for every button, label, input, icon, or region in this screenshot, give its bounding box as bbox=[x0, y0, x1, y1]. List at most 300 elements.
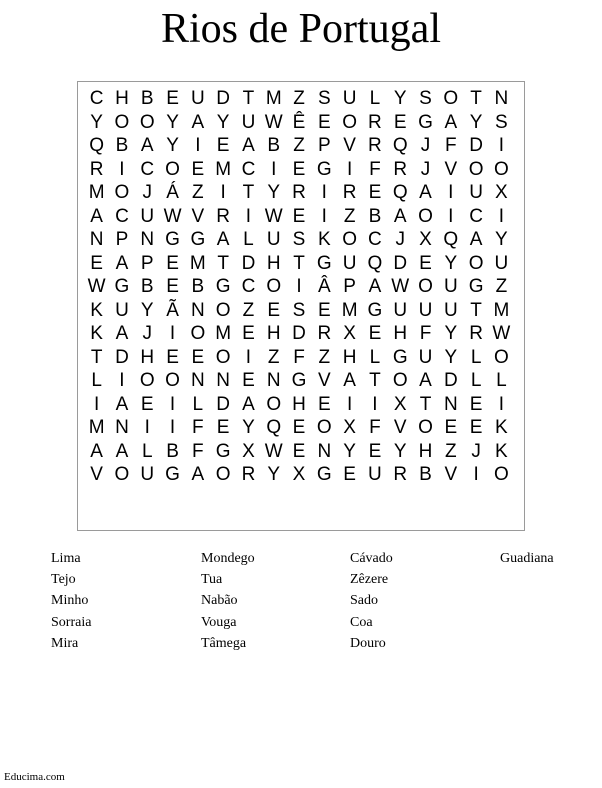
grid-letter: O bbox=[114, 182, 130, 203]
grid-letter: A bbox=[191, 464, 205, 485]
grid-letter: Z bbox=[343, 205, 356, 227]
grid-letter: O bbox=[443, 88, 459, 109]
grid-letter: T bbox=[369, 370, 381, 391]
word-item: Tâmega bbox=[201, 635, 247, 651]
grid-letter: I bbox=[271, 158, 277, 180]
grid-letter: W bbox=[391, 276, 410, 297]
grid-letter: A bbox=[191, 111, 205, 133]
grid-letter: U bbox=[140, 205, 155, 227]
grid-letter: L bbox=[470, 346, 482, 368]
grid-letter: K bbox=[317, 229, 331, 250]
grid-letter: X bbox=[343, 417, 356, 438]
grid-letter: B bbox=[140, 276, 154, 297]
grid-letter: I bbox=[220, 182, 226, 203]
word-item: Nabão bbox=[201, 593, 238, 609]
grid-letter: T bbox=[242, 88, 255, 109]
grid-letter: P bbox=[343, 276, 356, 297]
grid-letter: A bbox=[90, 440, 103, 462]
grid-letter: I bbox=[346, 158, 353, 180]
grid-letter: E bbox=[317, 393, 331, 415]
grid-letter: E bbox=[444, 417, 458, 438]
grid-letter: E bbox=[191, 158, 205, 180]
grid-letter: I bbox=[245, 205, 252, 227]
page-title: Rios de Portugal bbox=[161, 6, 441, 52]
footer-credit: Educima.com bbox=[4, 771, 65, 783]
word-item: Minho bbox=[51, 593, 89, 609]
grid-letter: U bbox=[418, 299, 433, 321]
grid-letter: O bbox=[494, 158, 509, 180]
grid-letter: I bbox=[372, 393, 378, 415]
grid-letter: R bbox=[368, 111, 382, 133]
grid-letter: E bbox=[140, 393, 154, 415]
grid-letter: W bbox=[264, 111, 283, 133]
grid-letter: O bbox=[114, 464, 130, 485]
grid-letter: G bbox=[165, 464, 180, 485]
grid-letter: B bbox=[191, 276, 205, 297]
grid-letter: V bbox=[317, 370, 331, 391]
grid-letter: I bbox=[144, 417, 150, 438]
grid-letter: N bbox=[443, 393, 458, 415]
word-item: Guadiana bbox=[500, 551, 554, 566]
grid-letter: S bbox=[419, 88, 432, 109]
word-item: Zêzere bbox=[350, 572, 389, 588]
grid-letter: Y bbox=[444, 346, 458, 368]
grid-letter: N bbox=[140, 229, 155, 250]
grid-letter: Z bbox=[445, 440, 457, 462]
grid-letter: A bbox=[115, 252, 129, 274]
grid-letter: K bbox=[495, 417, 508, 438]
grid-letter: R bbox=[342, 182, 357, 203]
grid-letter: P bbox=[140, 252, 154, 274]
grid-letter: E bbox=[292, 205, 306, 227]
grid-letter: S bbox=[292, 299, 306, 321]
word-item: Sorraia bbox=[51, 614, 92, 630]
grid-letter: S bbox=[292, 229, 306, 250]
grid-letter: U bbox=[241, 111, 256, 133]
grid-letter: V bbox=[191, 205, 205, 227]
grid-letter: O bbox=[215, 464, 231, 485]
grid-letter: T bbox=[217, 252, 229, 274]
grid-letter: L bbox=[243, 229, 254, 250]
grid-letter: I bbox=[498, 393, 505, 415]
grid-letter: V bbox=[393, 417, 407, 438]
grid-letter: D bbox=[469, 135, 483, 156]
grid-letter: Z bbox=[318, 346, 331, 368]
grid-letter: O bbox=[266, 393, 282, 415]
grid-letter: X bbox=[419, 229, 432, 250]
grid-letter: N bbox=[317, 440, 332, 462]
grid-letter: O bbox=[494, 346, 509, 368]
grid-letter: O bbox=[165, 370, 180, 391]
grid-letter: I bbox=[296, 276, 302, 297]
grid-letter: O bbox=[418, 276, 433, 297]
grid-letter: T bbox=[90, 346, 103, 368]
word-list bbox=[51, 548, 591, 658]
grid-letter: U bbox=[443, 299, 458, 321]
grid-letter: R bbox=[393, 464, 408, 485]
grid-letter: E bbox=[469, 417, 483, 438]
grid-letter: Y bbox=[166, 135, 179, 156]
grid-letter: I bbox=[498, 135, 505, 156]
grid-letter: A bbox=[115, 440, 129, 462]
grid-letter: S bbox=[317, 88, 331, 109]
grid-letter: X bbox=[343, 323, 356, 344]
word-column-4 bbox=[500, 548, 602, 569]
grid-letter: Z bbox=[293, 135, 305, 156]
grid-letter: Y bbox=[469, 111, 483, 133]
grid-letter: O bbox=[342, 229, 357, 250]
grid-letter: B bbox=[368, 205, 382, 227]
grid-letter: C bbox=[140, 158, 155, 180]
grid-letter: N bbox=[89, 229, 104, 250]
grid-letter: C bbox=[368, 229, 382, 250]
grid-letter: B bbox=[115, 135, 129, 156]
grid-letter: Q bbox=[392, 182, 408, 203]
grid-letter: F bbox=[419, 323, 432, 344]
grid-letter: E bbox=[317, 299, 331, 321]
grid-letter: Z bbox=[293, 88, 305, 109]
grid-letter: Ê bbox=[292, 111, 306, 133]
grid-letter: V bbox=[90, 464, 103, 485]
grid-letter: I bbox=[321, 182, 327, 203]
grid-letter: U bbox=[443, 276, 458, 297]
grid-letter: Á bbox=[166, 182, 179, 203]
grid-letter: E bbox=[191, 346, 205, 368]
grid-letter: A bbox=[419, 370, 432, 391]
grid-letter: R bbox=[368, 135, 382, 156]
grid-letter: G bbox=[392, 346, 408, 368]
grid-letter: J bbox=[420, 158, 431, 180]
grid-letter: U bbox=[266, 229, 281, 250]
grid-letter: Y bbox=[267, 182, 281, 203]
grid-letter: F bbox=[445, 135, 457, 156]
grid-letter: B bbox=[140, 88, 154, 109]
grid-letter: I bbox=[169, 393, 176, 415]
word-item: Mira bbox=[51, 635, 79, 651]
grid-letter: T bbox=[419, 393, 432, 415]
grid-letter: O bbox=[165, 158, 180, 180]
grid-letter: V bbox=[444, 464, 458, 485]
grid-letter: Q bbox=[266, 417, 282, 438]
grid-letter: Z bbox=[192, 182, 204, 203]
grid-letter: R bbox=[241, 464, 256, 485]
grid-letter: A bbox=[444, 111, 458, 133]
grid-letter: L bbox=[91, 370, 102, 391]
grid-letter: E bbox=[166, 88, 179, 109]
grid-letter: E bbox=[368, 440, 382, 462]
grid-letter: D bbox=[443, 370, 458, 391]
grid-letter: G bbox=[316, 252, 332, 274]
grid-letter: I bbox=[94, 393, 100, 415]
grid-letter: E bbox=[216, 135, 230, 156]
grid-letter: M bbox=[215, 323, 232, 344]
grid-letter: G bbox=[190, 229, 206, 250]
grid-letter: A bbox=[469, 229, 483, 250]
grid-letter: Q bbox=[392, 135, 408, 156]
grid-letter: H bbox=[292, 393, 306, 415]
grid-letter: A bbox=[216, 229, 230, 250]
word-item: Vouga bbox=[201, 614, 237, 630]
grid-letter: X bbox=[292, 464, 306, 485]
grid-letter: G bbox=[418, 111, 433, 133]
grid-letter: A bbox=[368, 276, 382, 297]
grid-letter: W bbox=[163, 205, 182, 227]
grid-letter: D bbox=[115, 346, 129, 368]
grid-letter: V bbox=[444, 158, 458, 180]
grid-letter: E bbox=[242, 323, 255, 344]
grid-letter: O bbox=[418, 205, 433, 227]
grid-letter: O bbox=[418, 417, 433, 438]
grid-letter: P bbox=[317, 135, 331, 156]
grid-letter: K bbox=[90, 323, 103, 344]
grid-letter: I bbox=[473, 464, 479, 485]
grid-letter: I bbox=[498, 205, 505, 227]
grid-letter: H bbox=[115, 88, 129, 109]
grid-letter: E bbox=[368, 182, 382, 203]
grid-letter: E bbox=[90, 252, 103, 274]
grid-letter: G bbox=[165, 229, 180, 250]
grid-letter: U bbox=[140, 464, 155, 485]
grid-letter: U bbox=[368, 464, 382, 485]
grid-letter: F bbox=[369, 158, 381, 180]
grid-letter: R bbox=[317, 323, 332, 344]
grid-letter: G bbox=[215, 276, 231, 297]
grid-letter: T bbox=[470, 299, 482, 321]
grid-letter: O bbox=[215, 299, 231, 321]
grid-letter: O bbox=[468, 158, 484, 180]
grid-letter: J bbox=[395, 229, 405, 250]
grid-letter: I bbox=[119, 158, 125, 180]
grid-letter: W bbox=[264, 440, 283, 462]
grid-letter: N bbox=[190, 299, 205, 321]
grid-letter: Q bbox=[89, 135, 105, 156]
grid-letter: A bbox=[90, 205, 103, 227]
grid-letter: A bbox=[242, 135, 255, 156]
grid-letter: C bbox=[469, 205, 483, 227]
grid-letter: I bbox=[448, 182, 454, 203]
grid-letter: Y bbox=[444, 323, 458, 344]
grid-letter: U bbox=[494, 252, 509, 274]
grid-letter: O bbox=[392, 370, 408, 391]
grid-letter: Y bbox=[267, 464, 281, 485]
word-item: Lima bbox=[51, 551, 81, 566]
grid-letter: E bbox=[292, 158, 306, 180]
grid-letter: A bbox=[242, 393, 255, 415]
grid-letter: R bbox=[292, 182, 306, 203]
grid-letter: H bbox=[140, 346, 155, 368]
grid-letter: A bbox=[140, 135, 154, 156]
grid-letter: K bbox=[495, 440, 508, 462]
grid-letter: I bbox=[448, 205, 454, 227]
word-item: Sado bbox=[350, 593, 378, 609]
grid-letter: G bbox=[316, 158, 332, 180]
grid-letter: B bbox=[166, 440, 179, 462]
grid-letter: X bbox=[393, 393, 407, 415]
grid-letter: E bbox=[166, 346, 179, 368]
grid-letter: D bbox=[393, 252, 408, 274]
grid-letter: N bbox=[494, 88, 509, 109]
grid-letter: K bbox=[90, 299, 103, 321]
grid-letter: F bbox=[192, 440, 204, 462]
grid-letter: O bbox=[215, 346, 231, 368]
grid-letter: J bbox=[471, 440, 481, 462]
grid-letter: Q bbox=[443, 229, 459, 250]
word-item: Coa bbox=[350, 614, 373, 630]
grid-letter: U bbox=[418, 346, 433, 368]
grid-letter: C bbox=[89, 88, 104, 109]
grid-letter: I bbox=[119, 370, 125, 391]
grid-letter: L bbox=[369, 346, 381, 368]
grid-letter: S bbox=[495, 111, 508, 133]
grid-letter: Y bbox=[393, 440, 407, 462]
grid-letter: M bbox=[493, 299, 510, 321]
grid-letter: H bbox=[266, 252, 281, 274]
word-item: Mondego bbox=[201, 551, 255, 566]
grid-letter: O bbox=[190, 323, 206, 344]
grid-letter: U bbox=[342, 88, 357, 109]
grid-letter: A bbox=[393, 205, 407, 227]
grid-letter: I bbox=[195, 135, 201, 156]
grid-letter: I bbox=[346, 393, 353, 415]
word-search-grid bbox=[77, 81, 525, 531]
grid-letter: Y bbox=[242, 417, 255, 438]
grid-letter: E bbox=[343, 464, 356, 485]
grid-letter: E bbox=[242, 370, 255, 391]
grid-letter: Y bbox=[166, 111, 179, 133]
grid-letter: G bbox=[367, 299, 383, 321]
grid-letter: O bbox=[494, 464, 509, 485]
grid-letter: M bbox=[88, 417, 105, 438]
grid-letter: N bbox=[216, 370, 230, 391]
grid-letter: P bbox=[115, 229, 129, 250]
grid-letter: T bbox=[293, 252, 305, 274]
grid-letter: G bbox=[468, 276, 484, 297]
grid-letter: F bbox=[192, 417, 204, 438]
grid-letter: O bbox=[139, 370, 155, 391]
word-column-2 bbox=[201, 548, 341, 654]
grid-letter: G bbox=[316, 464, 332, 485]
grid-letter: Z bbox=[495, 276, 508, 297]
grid-letter: G bbox=[291, 370, 307, 391]
grid-letter: G bbox=[215, 440, 231, 462]
grid-letter: D bbox=[216, 393, 230, 415]
grid-letter: M bbox=[215, 158, 232, 180]
word-column-1 bbox=[51, 548, 191, 654]
grid-letter: Y bbox=[343, 440, 356, 462]
grid-letter: C bbox=[241, 158, 256, 180]
word-item: Tejo bbox=[51, 572, 76, 588]
grid-letter: M bbox=[189, 252, 206, 274]
grid-letter: M bbox=[341, 299, 358, 321]
grid-letter: Y bbox=[216, 111, 230, 133]
grid-letter: J bbox=[142, 323, 152, 344]
grid-letter: W bbox=[492, 323, 511, 344]
grid-letter: O bbox=[266, 276, 282, 297]
grid-letter: A bbox=[115, 323, 129, 344]
grid-letter: O bbox=[342, 111, 357, 133]
grid-letter: Q bbox=[367, 252, 383, 274]
grid-letter: B bbox=[267, 135, 281, 156]
grid-letter: C bbox=[115, 205, 129, 227]
grid-letter: E bbox=[469, 393, 483, 415]
grid-letter: E bbox=[267, 299, 281, 321]
grid-letter: I bbox=[169, 417, 176, 438]
grid-letter: A bbox=[419, 182, 432, 203]
grid-letter: H bbox=[393, 323, 408, 344]
grid-letter: E bbox=[393, 111, 407, 133]
grid-letter: U bbox=[469, 182, 483, 203]
grid-letter: E bbox=[166, 276, 179, 297]
grid-letter: R bbox=[393, 158, 408, 180]
grid-letter: D bbox=[292, 323, 306, 344]
grid-letter: N bbox=[266, 370, 281, 391]
grid-letter: Z bbox=[242, 299, 255, 321]
grid-letter: T bbox=[470, 88, 482, 109]
grid-letter: L bbox=[369, 88, 381, 109]
grid-letter: Ã bbox=[166, 299, 179, 321]
grid-letter: E bbox=[292, 417, 306, 438]
grid-letter: E bbox=[317, 111, 331, 133]
grid-letter: I bbox=[321, 205, 327, 227]
grid-letter: A bbox=[343, 370, 356, 391]
grid-letter: E bbox=[292, 440, 306, 462]
grid-letter: R bbox=[89, 158, 104, 180]
grid-letter: R bbox=[216, 205, 230, 227]
grid-letter: E bbox=[216, 417, 230, 438]
grid-letter: M bbox=[88, 182, 105, 203]
grid-letter: J bbox=[142, 182, 152, 203]
grid-letter: D bbox=[241, 252, 256, 274]
grid-letter: I bbox=[245, 346, 252, 368]
grid-letter: X bbox=[495, 182, 508, 203]
grid-letter: U bbox=[190, 88, 205, 109]
grid-letter: Z bbox=[267, 346, 280, 368]
grid-letter: U bbox=[393, 299, 408, 321]
grid-letter: O bbox=[139, 111, 155, 133]
grid-letter: E bbox=[419, 252, 432, 274]
grid-letter: T bbox=[242, 182, 255, 203]
word-item: Cávado bbox=[350, 551, 393, 566]
letter-grid bbox=[84, 87, 514, 510]
grid-letter: Y bbox=[393, 88, 407, 109]
grid-letter: V bbox=[343, 135, 356, 156]
grid-letter: G bbox=[114, 276, 130, 297]
grid-letter: M bbox=[265, 88, 282, 109]
word-column-3 bbox=[350, 548, 490, 654]
grid-letter: H bbox=[418, 440, 433, 462]
grid-letter: H bbox=[342, 346, 357, 368]
grid-letter: E bbox=[368, 323, 382, 344]
grid-letter: L bbox=[192, 393, 204, 415]
grid-letter: Â bbox=[317, 276, 331, 297]
grid-letter: U bbox=[342, 252, 357, 274]
word-item: Tua bbox=[201, 572, 223, 588]
grid-letter: X bbox=[242, 440, 255, 462]
grid-letter: Y bbox=[444, 252, 458, 274]
grid-letter: L bbox=[496, 370, 507, 391]
grid-letter: N bbox=[190, 370, 205, 391]
word-item: Douro bbox=[350, 635, 386, 651]
grid-letter: Y bbox=[495, 229, 508, 250]
grid-letter: Y bbox=[90, 111, 103, 133]
grid-letter: C bbox=[241, 276, 256, 297]
grid-letter: L bbox=[470, 370, 482, 391]
grid-letter: A bbox=[115, 393, 129, 415]
grid-letter: O bbox=[468, 252, 484, 274]
grid-letter: W bbox=[264, 205, 283, 227]
grid-letter: L bbox=[141, 440, 153, 462]
grid-letter: O bbox=[114, 111, 130, 133]
